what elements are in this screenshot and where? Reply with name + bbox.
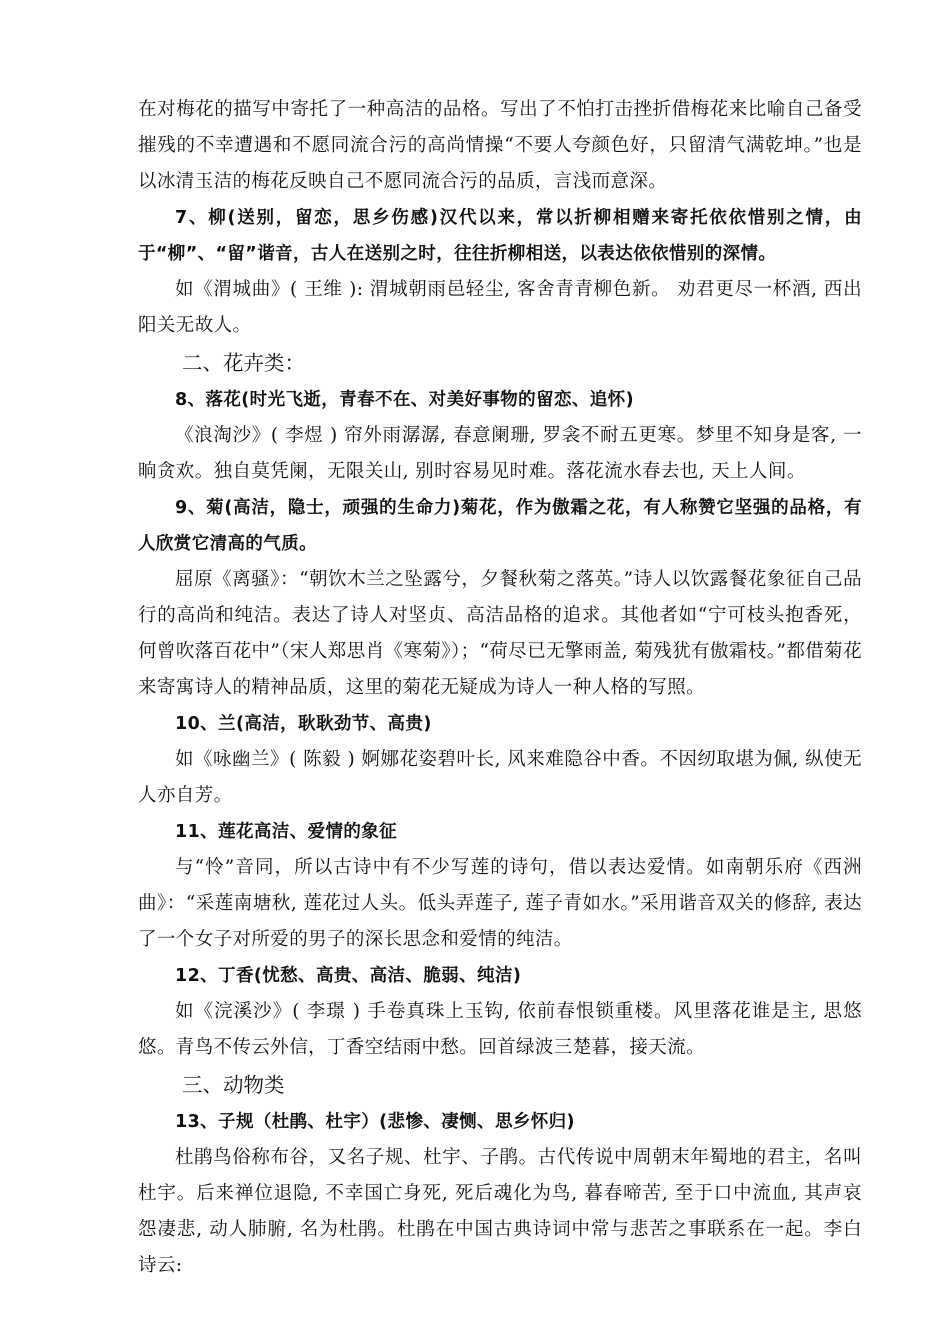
paragraph-willow-example: 如《渭城曲》( 王维 ): 渭城朝雨邑轻尘, 客舍青青柳色新。 劝君更尽一杯酒, 西出阳关无故人。: [138, 279, 862, 336]
section-heading-animals: 三、动物类: [182, 1073, 285, 1097]
paragraph-chrysanthemum-example: 屈原《离骚》：“朝饮木兰之坠露兮，夕餐秋菊之落英。”诗人以饮露餐花象征自己品行的高尚和纯洁。表达了诗人对坚贞、高洁品格的追求。其他者如“宁可枝头抱香死，何曾吹落百花中”（宋人郑思肖《寒菊》）；“荷尽已无擎雨盖, 菊残犹有傲霜枝。”都借菊花来寄寓诗人的精神品质，这里的菊花无疑成为诗人一种人格的写照。: [138, 569, 862, 698]
item-heading-chrysanthemum: 9、菊(高洁，隐士，顽强的生命力)菊花，作为傲霜之花，有人称赞它坚强的品格，有人欣赏它清高的气质。: [138, 498, 862, 554]
paragraph-cuckoo-example: 杜鹃鸟俗称布谷，又名子规、杜宇、子鹃。古代传说中周朝末年蜀地的君主，名叫杜宇。后来禅位退隐, 不幸国亡身死, 死后魂化为鸟, 暮春啼苦, 至于口中流血, 其声哀怨凄悲, 动人肺腑, 名为杜鹃。杜鹃在中国古典诗词中常与悲苦之事联系在一起。李白诗云:: [138, 1147, 862, 1276]
paragraph-orchid-example: 如《咏幽兰》( 陈毅 ) 婀娜花姿碧叶长, 风来难隐谷中香。不因纫取堪为佩, 纵使无人亦自芳。: [138, 749, 862, 806]
item-heading-cuckoo: 13、子规（杜鹃、杜宇）(悲惨、凄恻、思乡怀归): [175, 1112, 575, 1132]
item-heading-lotus: 11、莲花高洁、爱情的象征: [175, 822, 398, 842]
paragraph-lotus-example: 与“怜”音同，所以古诗中有不少写莲的诗句，借以表达爱情。如南朝乐府《西洲曲》：“采莲南塘秋, 莲花过人头。低头弄莲子, 莲子青如水。”采用谐音双关的修辞, 表达了一个女子对所爱的男子的深长思念和爱情的纯洁。: [138, 857, 862, 950]
item-heading-orchid: 10、兰(高洁，耿耿劲节、高贵): [175, 714, 432, 734]
item-heading-lilac: 12、丁香(忧愁、高贵、高洁、脆弱、纯洁): [175, 966, 522, 986]
section-heading-flowers: 二、花卉类：: [182, 351, 305, 375]
item-heading-willow: 7、柳(送别，留恋，思乡伤感)汉代以来，常以折柳相赠来寄托依依惜别之情，由于“柳”、“留”谐音，古人在送别之时，往往折柳相送，以表达依依惜别的深情。: [138, 208, 862, 264]
item-heading-fallen-flowers: 8、落花(时光飞逝，青春不在、对美好事物的留恋、追怀): [175, 390, 634, 410]
paragraph-lilac-example: 如《浣溪沙》( 李璟 ) 手卷真珠上玉钩, 依前春恨锁重楼。风里落花谁是主, 思悠悠。青鸟不传云外信，丁香空结雨中愁。回首绿波三楚暮，接天流。: [138, 1001, 862, 1058]
document-body: [138, 92, 862, 1284]
paragraph-plum-conclusion: 在对梅花的描写中寄托了一种高洁的品格。写出了不怕打击挫折借梅花来比喻自己备受摧残的不幸遭遇和不愿同流合污的高尚情操“不要人夸颜色好，只留清气满乾坤。”也是以冰清玉洁的梅花反映自己不愿同流合污的品质，言浅而意深。: [138, 99, 862, 192]
paragraph-fallen-flowers-example: 《浪淘沙》( 李煜 ) 帘外雨潺潺, 春意阑珊, 罗衾不耐五更寒。梦里不知身是客, 一晌贪欢。独自莫凭阑，无限关山, 别时容易见时难。落花流水春去也, 天上人间。: [138, 425, 862, 482]
